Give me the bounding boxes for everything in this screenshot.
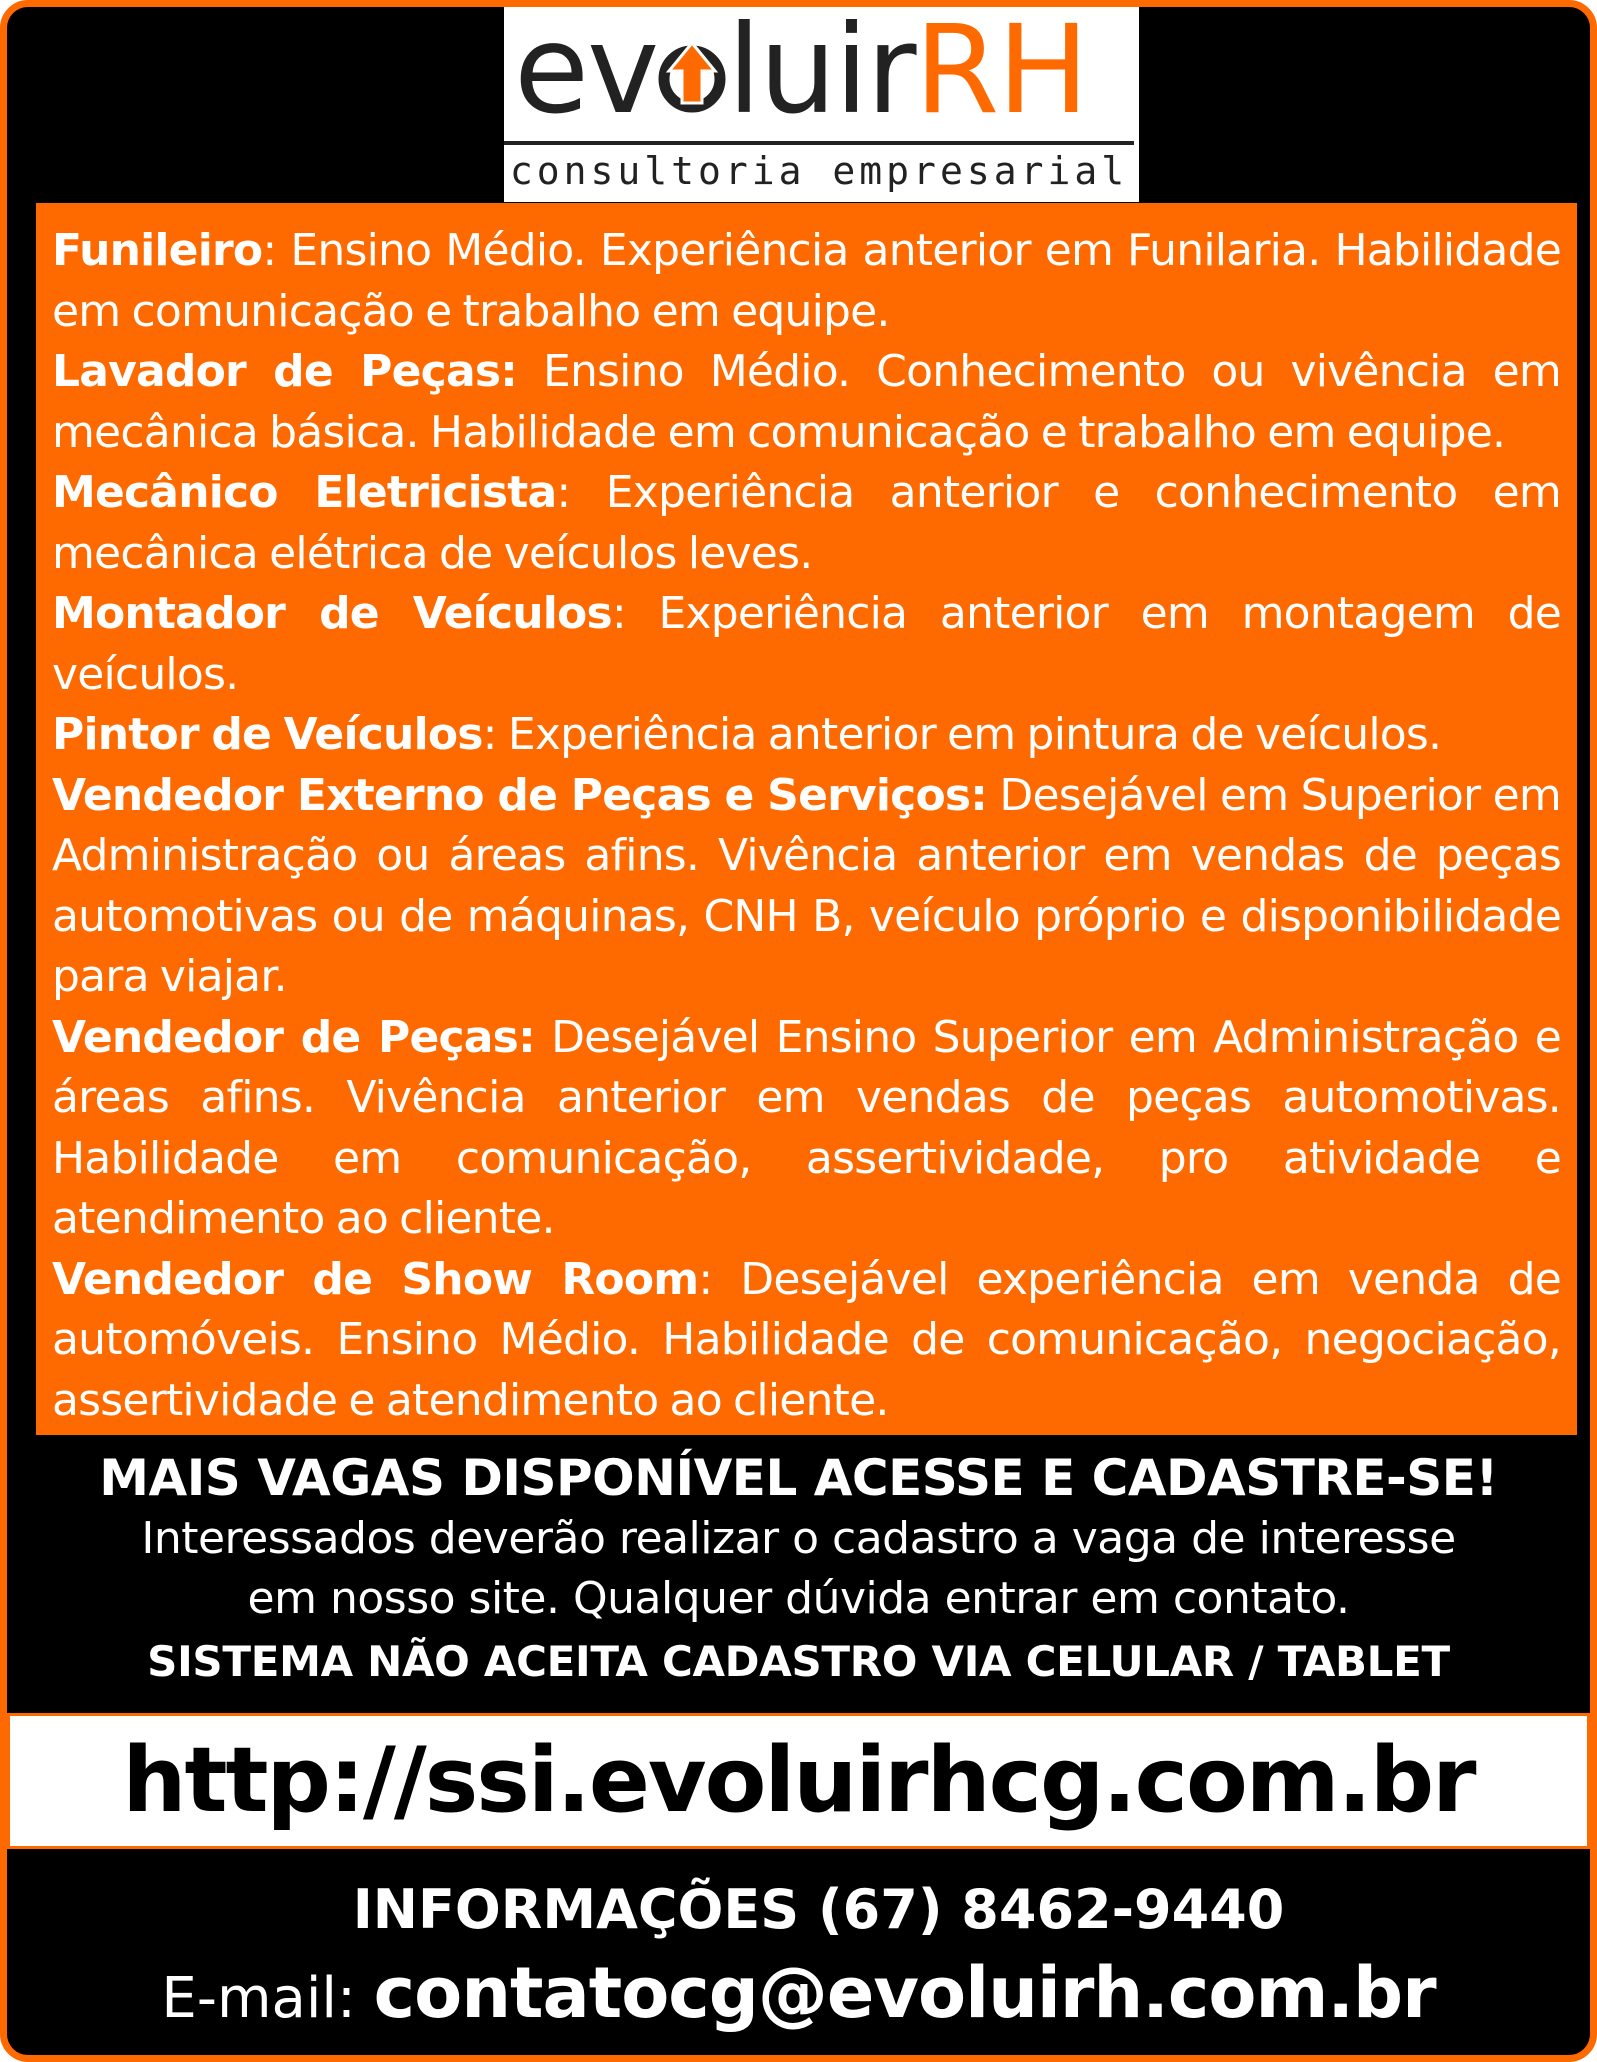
job-item bbox=[52, 1008, 1561, 1250]
cta-heading: MAIS VAGAS DISPONÍVEL ACESSE E CADASTRE-SE! bbox=[99, 1449, 1498, 1507]
logo-divider bbox=[504, 141, 1134, 145]
job-description: : Experiência anterior em montagem de veículos. bbox=[52, 588, 1561, 700]
job-description: Desejável Ensino Superior em Administração e áreas afins. Vivência anterior em vendas de peças automotivas. Habilidade em comunicação, assertividade, pro atividade e atendimento ao cliente. bbox=[52, 1011, 1561, 1244]
logo-word-end: luir bbox=[727, 0, 915, 141]
job-title: Vendedor Externo de Peças e Serviços: bbox=[52, 769, 988, 821]
job-description: Desejável em Superior em Administração ou áreas afins. Vivência anterior em vendas de peças automotivas ou de máquinas, CNH B, veículo próprio e disponibilidade para viajar. bbox=[52, 769, 1561, 1002]
logo-word-start: ev bbox=[514, 0, 658, 141]
job-description: : Experiência anterior em pintura de veículos. bbox=[482, 709, 1442, 760]
job-item bbox=[52, 463, 1561, 584]
job-item bbox=[52, 584, 1561, 705]
info-line: Interessados deverão realizar o cadastro a vaga de interesse bbox=[141, 1513, 1456, 1564]
email-info bbox=[7, 1952, 1590, 2037]
job-title: Pintor de Veículos bbox=[52, 709, 483, 760]
logo-subtitle: consultoria empresarial bbox=[509, 149, 1129, 193]
job-title: Lavador de Peças: bbox=[52, 346, 518, 397]
job-description: : Ensino Médio. Experiência anterior em Funilaria. Habilidade em comunicação e trabalho em equipe. bbox=[52, 225, 1561, 337]
email-link[interactable]: contatocg@evoluirh.com.br bbox=[373, 1952, 1436, 2034]
job-title: Funileiro bbox=[52, 225, 263, 276]
website-link[interactable]: http://ssi.evoluirhcg.com.br bbox=[122, 1728, 1475, 1833]
company-logo bbox=[504, 0, 1139, 202]
info-line: em nosso site. Qualquer dúvida entrar em contato. bbox=[247, 1573, 1350, 1624]
job-item bbox=[52, 1250, 1561, 1432]
job-item bbox=[52, 705, 1561, 766]
logo-wordmark bbox=[514, 0, 1088, 141]
job-title: Mecânico Eletricista bbox=[52, 467, 557, 518]
job-item bbox=[52, 221, 1561, 342]
job-item bbox=[52, 766, 1561, 1008]
job-description: : Experiência anterior e conhecimento em mecânica elétrica de veículos leves. bbox=[52, 467, 1561, 579]
job-description: Ensino Médio. Conhecimento ou vivência em mecânica básica. Habilidade em comunicação e trabalho em equipe. bbox=[52, 346, 1561, 458]
job-listings bbox=[36, 203, 1577, 1435]
logo-word-accent: RH bbox=[914, 0, 1088, 141]
job-title: Vendedor de Peças: bbox=[52, 1011, 535, 1063]
phone-info: INFORMAÇÕES (67) 8462-9440 bbox=[352, 1878, 1285, 1941]
job-item bbox=[52, 342, 1561, 463]
device-warning: SISTEMA NÃO ACEITA CADASTRO VIA CELULAR / TABLET bbox=[147, 1637, 1450, 1686]
website-banner bbox=[7, 1713, 1590, 1849]
job-description: : Desejável experiência em venda de automóveis. Ensino Médio. Habilidade de comunicação, negociação, assertividade e atendimento ao cliente. bbox=[52, 1253, 1561, 1426]
info-text bbox=[7, 1509, 1590, 1629]
job-title: Vendedor de Show Room bbox=[52, 1253, 699, 1305]
email-label: E-mail: bbox=[161, 1966, 374, 2031]
logo-arrow-icon bbox=[657, 11, 727, 129]
job-title: Montador de Veículos bbox=[52, 588, 612, 639]
